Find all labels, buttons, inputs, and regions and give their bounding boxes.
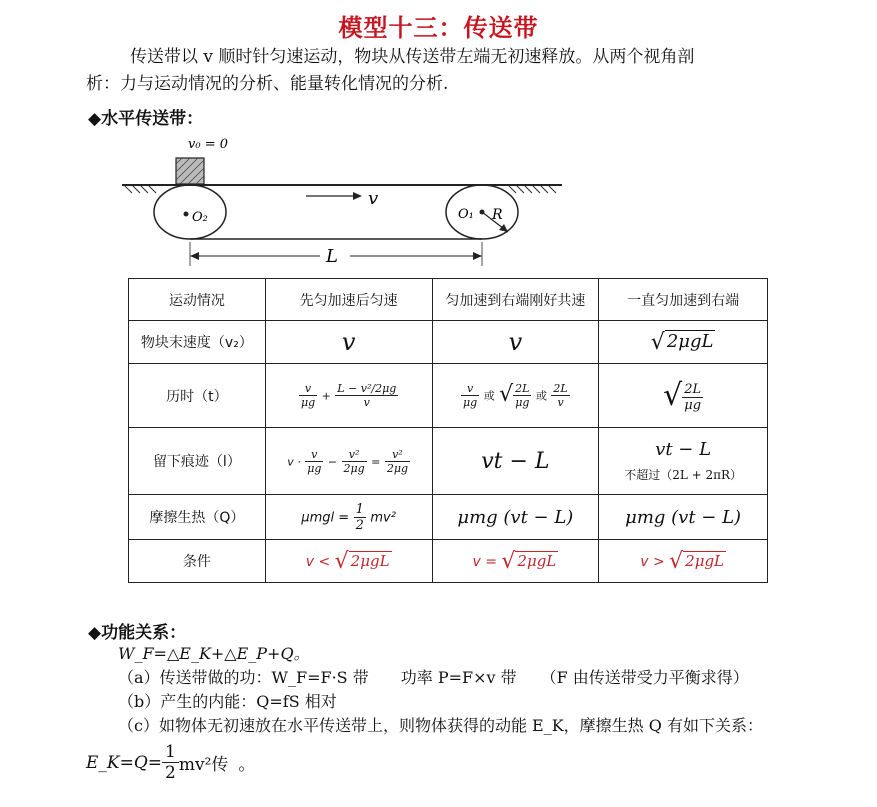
- trace-c1: v · $\frac{v}{\mu g}$ − $\frac{\text{v²}}{2\mu g}$ = $\frac{\text{v²}}{2\mu g}$: [265, 428, 432, 495]
- speed-c1: v: [341, 328, 356, 356]
- header-cell: 运动情况: [129, 279, 266, 321]
- section-horizontal-heading: ◆水平传送带：: [88, 109, 204, 129]
- row-label: 历时（t）: [129, 364, 266, 428]
- speed-c2: v: [508, 328, 523, 356]
- trace-c2: vt − L: [481, 448, 550, 474]
- speed-c3: √ 2μgL: [650, 329, 714, 355]
- row-label: 留下痕迹（l）: [129, 428, 266, 495]
- page-title: 模型十三：传送带: [338, 13, 539, 42]
- section-energy-heading: ◆功能关系：: [88, 623, 187, 643]
- heat-c2: μmg (vt − L): [457, 506, 574, 528]
- condition-c2: v = √ 2μgL: [432, 540, 599, 583]
- energy-line-0: W_F=△E_K+△E_P+Q。: [118, 644, 310, 663]
- o2-label: O₂: [192, 210, 208, 225]
- time-c2: $\frac{v}{\mu g}$ 或 √ $\frac{2L}{\mu g}$ 或 $\frac{2L}{v}$: [432, 364, 599, 428]
- energy-line-c: （c）如物体无初速放在水平传送带上，则物体获得的动能 E_K，摩擦生热 Q 有如下关系：: [118, 716, 763, 735]
- table-row: [129, 540, 768, 583]
- table-row: [129, 321, 768, 364]
- table-header-row: [129, 279, 768, 321]
- condition-c3: v > √ 2μgL: [599, 540, 768, 583]
- header-cell: 匀加速到右端刚好共速: [432, 279, 599, 321]
- row-label: 摩擦生热（Q）: [129, 495, 266, 540]
- left-pulley: [154, 185, 226, 239]
- energy-line-a: （a）传送带做的功：W_F=F·S 带 功率 P=F×v 带 （F 由传送带受力平衡求得）: [118, 668, 749, 687]
- intro-line-2: 析：力与运动情况的分析、能量转化情况的分析.: [86, 74, 449, 94]
- condition-c1: v < √ 2μgL: [265, 540, 432, 583]
- time-c3: √ $\frac{2L}{\mu g}$: [599, 364, 768, 428]
- trace-c3: vt − L 不超过（2L + 2πR）: [599, 428, 768, 495]
- conveyor-diagram: [110, 130, 580, 270]
- r-label: R: [492, 207, 503, 223]
- time-c1: $\frac{v}{\mu g}$ + $\frac{\text{L − v²/2μg}}{v}$: [265, 364, 432, 428]
- table-row: [129, 428, 768, 495]
- l-label: L: [326, 246, 338, 267]
- energy-line-b: （b）产生的内能：Q=fS 相对: [118, 692, 337, 711]
- v-label: v: [368, 188, 379, 209]
- conveyor-table: [128, 278, 768, 583]
- v0-label: v₀ = 0: [188, 137, 228, 152]
- heat-c3: μmg (vt − L): [625, 506, 742, 528]
- final-formula: E_K=Q= $\frac{1}{2}$ mv²传 。: [86, 742, 256, 783]
- header-cell: 先匀加速后匀速: [265, 279, 432, 321]
- table-row: [129, 495, 768, 540]
- row-label: 条件: [129, 540, 266, 583]
- heat-c1: μmgl = $\frac{1}{2}$ mv²: [265, 495, 432, 540]
- row-label: 物块末速度（v₂）: [129, 321, 266, 364]
- intro-line-1: 传送带以 v 顺时针匀速运动，物块从传送带左端无初速释放。从两个视角剖: [130, 47, 695, 67]
- header-cell: 一直匀加速到右端: [599, 279, 768, 321]
- o1-label: O₁: [458, 207, 474, 222]
- table-row: [129, 364, 768, 428]
